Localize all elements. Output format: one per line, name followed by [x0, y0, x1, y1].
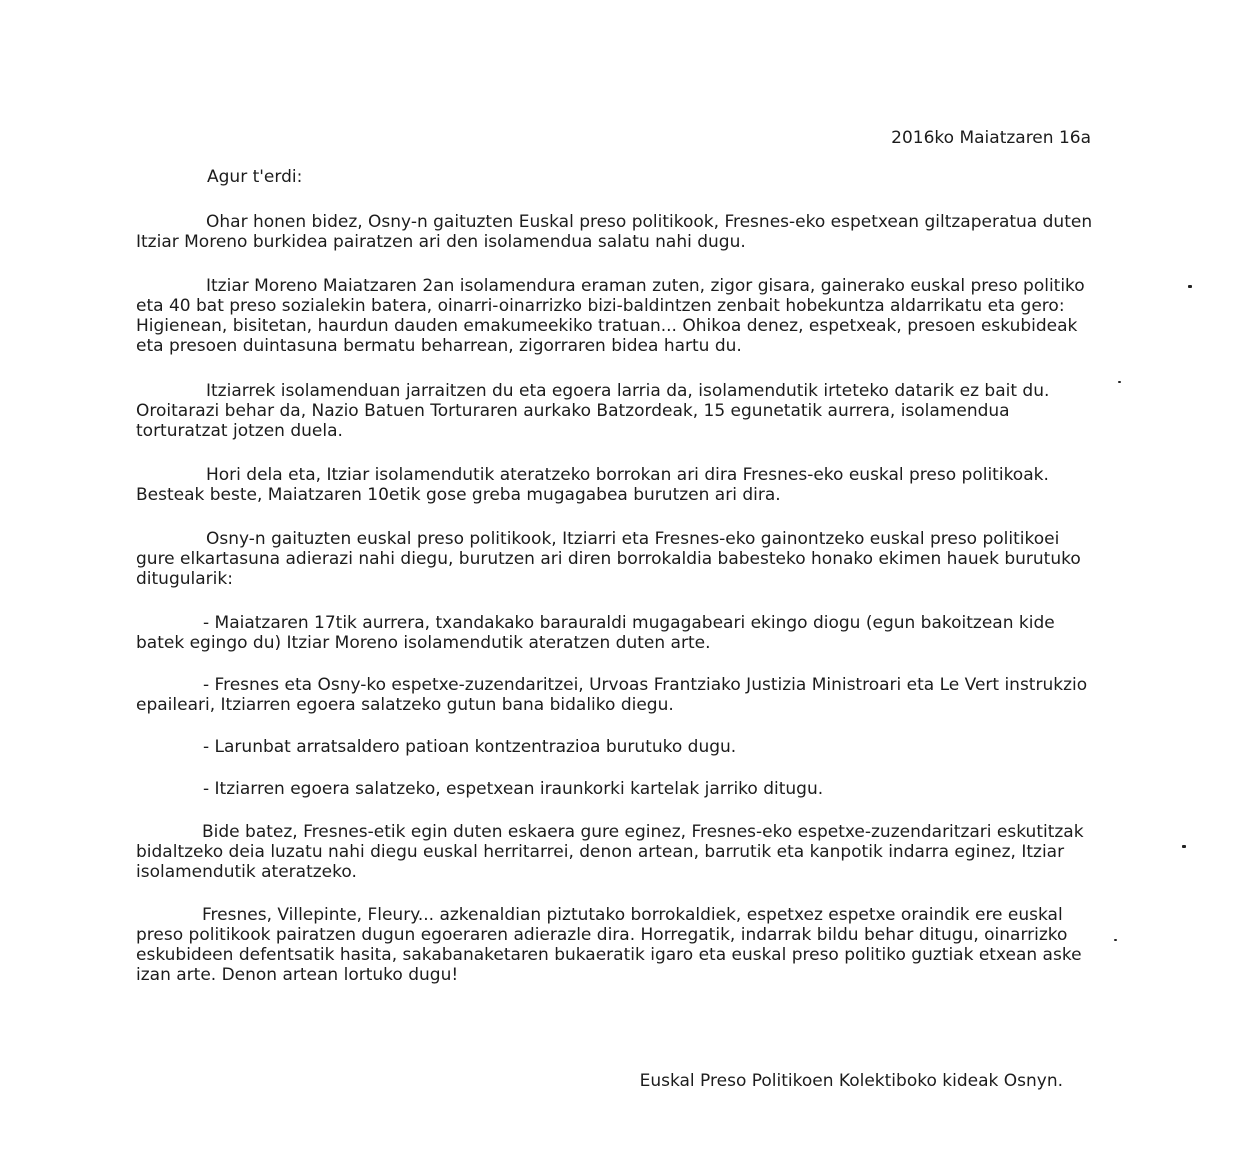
paragraph-intro: Ohar honen bidez, Osny-n gaituzten Euskal preso politikook, Fresnes-eko espetxean giltzaperatua duten Itziar Moreno burkidea pairatzen ari den isolamendua salatu nahi dugu. — [136, 212, 1093, 252]
scan-speck — [1114, 939, 1117, 941]
letter-greeting: Agur t'erdi: — [207, 167, 303, 187]
scan-speck — [1188, 285, 1192, 288]
paragraph-hunger-strike: Hori dela eta, Itziar isolamendutik ateratzeko borrokan ari dira Fresnes-eko euskal preso politikoak. Besteak beste, Maiatzaren 10etik gose greba mugagabea burutzen ari dira. — [136, 465, 1049, 505]
paragraph-isolation-status: Itziarrek isolamenduan jarraitzen du eta egoera larria da, isolamendutik irteteko datarik ez bait du. Oroitarazi behar da, Nazio Batuen Torturaren aurkako Batzordeak, 15 egunetatik aurrera, isolamendua torturatzat jotzen duela. — [136, 381, 1050, 441]
letter-date: 2016ko Maiatzaren 16a — [891, 128, 1091, 148]
paragraph-call-to-action: Bide batez, Fresnes-etik egin duten eskaera gure eginez, Fresnes-eko espetxe-zuzendaritzari eskutitzak bidaltzeko deia luzatu nahi diegu euskal herritarrei, denon artean, barrutik eta kanpotik indarra eginez, Itziar isolamendutik ateratzeko. — [136, 822, 1084, 882]
action-item-posters: - Itziarren egoera salatzeko, espetxean iraunkorki kartelak jarriko ditugu. — [203, 779, 824, 799]
scan-speck — [1118, 381, 1121, 383]
letter-signature: Euskal Preso Politikoen Kolektiboko kideak Osnyn. — [639, 1071, 1063, 1091]
action-item-letters: - Fresnes eta Osny-ko espetxe-zuzendaritzei, Urvoas Frantziako Justizia Ministroari eta Le Vert instrukzio epaileari, Itziarren egoera salatzeko gutun bana bidaliko diegu. — [136, 675, 1088, 715]
paragraph-solidarity: Osny-n gaituzten euskal preso politikook, Itziarri eta Fresnes-eko gainontzeko euskal preso politikoei gure elkartasuna adierazi nahi diegu, burutzen ari diren borrokaldia babesteko honako ekimen hauek burutuko ditugularik: — [136, 529, 1081, 589]
scan-speck — [1182, 845, 1186, 848]
paragraph-conclusion: Fresnes, Villepinte, Fleury... azkenaldian piztutako borrokaldiek, espetxez espetxe oraindik ere euskal preso politikook pairatzen dugun egoeraren adierazle dira. Horregatik, indarrak bildu behar ditugu, oinarrizko eskubideen defentsatik hasita, sakabanaketaren bukaeratik igaro eta euskal preso politiko guztiak etxean aske izan arte. Denon artean lortuko dugu! — [136, 905, 1082, 985]
action-item-fast: - Maiatzaren 17tik aurrera, txandakako barauraldi mugagabeari ekingo diogu (egun bakoitzean kide batek egingo du) Itziar Moreno isolamendutik ateratzen duten arte. — [136, 613, 1055, 653]
action-item-gathering: - Larunbat arratsaldero patioan kontzentrazioa burutuko dugu. — [203, 737, 737, 757]
paragraph-isolation-start: Itziar Moreno Maiatzaren 2an isolamendura eraman zuten, zigor gisara, gainerako euskal preso politiko eta 40 bat preso sozialekin batera, oinarri-oinarrizko bizi-baldintzen zenbait hobekuntza aldarrikatu eta gero: Higienean, bisitetan, haurdun dauden emakumeekiko tratuan... Ohikoa denez, espetxeak, presoen eskubideak eta presoen duintasuna bermatu beharrean, zigorraren bidea hartu du. — [136, 276, 1085, 356]
